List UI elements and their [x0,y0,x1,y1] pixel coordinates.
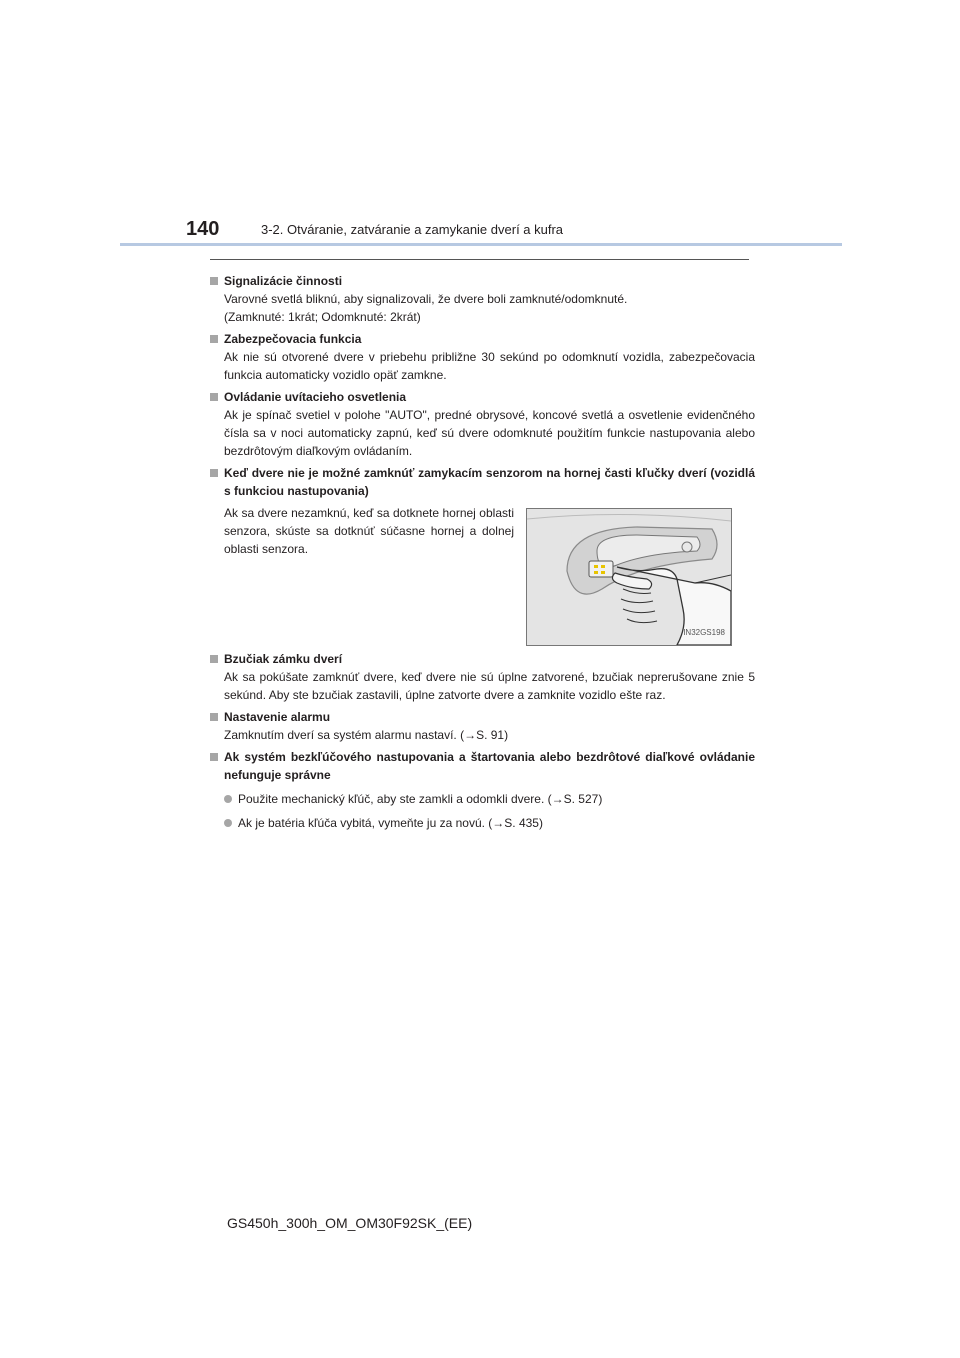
item-text: Zamknutím dverí sa systém alarmu nastaví. (→S. 91) [224,728,509,742]
round-bullet-icon [224,819,232,827]
page-header [0,214,960,248]
square-bullet-icon [210,655,218,663]
content [210,268,755,832]
square-bullet-icon [210,335,218,343]
item-text: Ak sa pokúšate zamknúť dvere, keď dvere nie sú úplne zatvorené, bzučiak neprerušovane znie 5 sekúnd. Aby ste bzučiak zastavili, úplne zatvorte dvere a zamknite vozidlo ešte raz. [224,670,755,702]
square-bullet-icon [210,753,218,761]
item-heading: Signalizácie činnosti [210,272,755,290]
item-heading: Nastavenie alarmu [210,708,755,726]
item-heading: Keď dvere nie je možné zamknúť zamykacím senzorom na hornej časti kľučky dverí (vozidlá s funkciou nastupovania) [210,464,755,500]
item-heading: Ovládanie uvítacieho osvetlenia [210,388,755,406]
item-door-lock-buzzer [210,650,755,704]
item-keyless-malfunction [210,748,755,832]
item-security-function [210,330,755,384]
item-lock-sensor [210,464,755,646]
item-alarm-setting [210,708,755,744]
square-bullet-icon [210,393,218,401]
square-bullet-icon [210,277,218,285]
item-heading: Zabezpečovacia funkcia [210,330,755,348]
header-rule [120,243,842,246]
bullet-item: Použite mechanický kľúč, aby ste zamkli a odomkli dvere. (→S. 527) [210,790,755,808]
content-top-rule [210,259,749,260]
item-signalization [210,272,755,326]
square-bullet-icon [210,713,218,721]
item-text: Ak sa dvere nezamknú, keď sa dotknete hornej oblasti senzora, skúste sa dotknúť súčasne hornej a dolnej oblasti senzora. [224,506,514,556]
round-bullet-icon [224,795,232,803]
item-text: Ak nie sú otvorené dvere v priebehu približne 30 sekúnd po odomknutí vozidla, zabezpečovacia funkcia automaticky vozidlo opäť zamkne. [224,350,755,382]
bullet-item: Ak je batéria kľúča vybitá, vymeňte ju za novú. (→S. 435) [210,814,755,832]
item-heading: Bzučiak zámku dverí [210,650,755,668]
section-title: 3-2. Otváranie, zatváranie a zamykanie dverí a kufra [261,222,564,237]
door-handle-figure [526,508,732,646]
square-bullet-icon [210,469,218,477]
figure-row [210,504,755,646]
page-number: 140 [186,218,220,240]
item-text: Varovné svetlá bliknú, aby signalizovali, že dvere boli zamknuté/odomknuté. (Zamknuté: 1krát; Odomknuté: 2krát) [224,292,628,324]
item-text: Ak je spínač svetiel v polohe "AUTO", predné obrysové, koncové svetlá a osvetlenie evidenčného čísla sa v noci automaticky zapnú, keď sú dvere odomknuté použitím funkcie nastupovania alebo bezdrôtovým diaľkovým ovládaním. [224,408,755,458]
document-code: GS450h_300h_OM_OM30F92SK_(EE) [227,1215,473,1231]
item-welcome-lighting [210,388,755,460]
figure-code: IN32GS198 [683,628,725,637]
item-heading: Ak systém bezkľúčového nastupovania a štartovania alebo bezdrôtové diaľkové ovládanie nefunguje správne [210,748,755,784]
